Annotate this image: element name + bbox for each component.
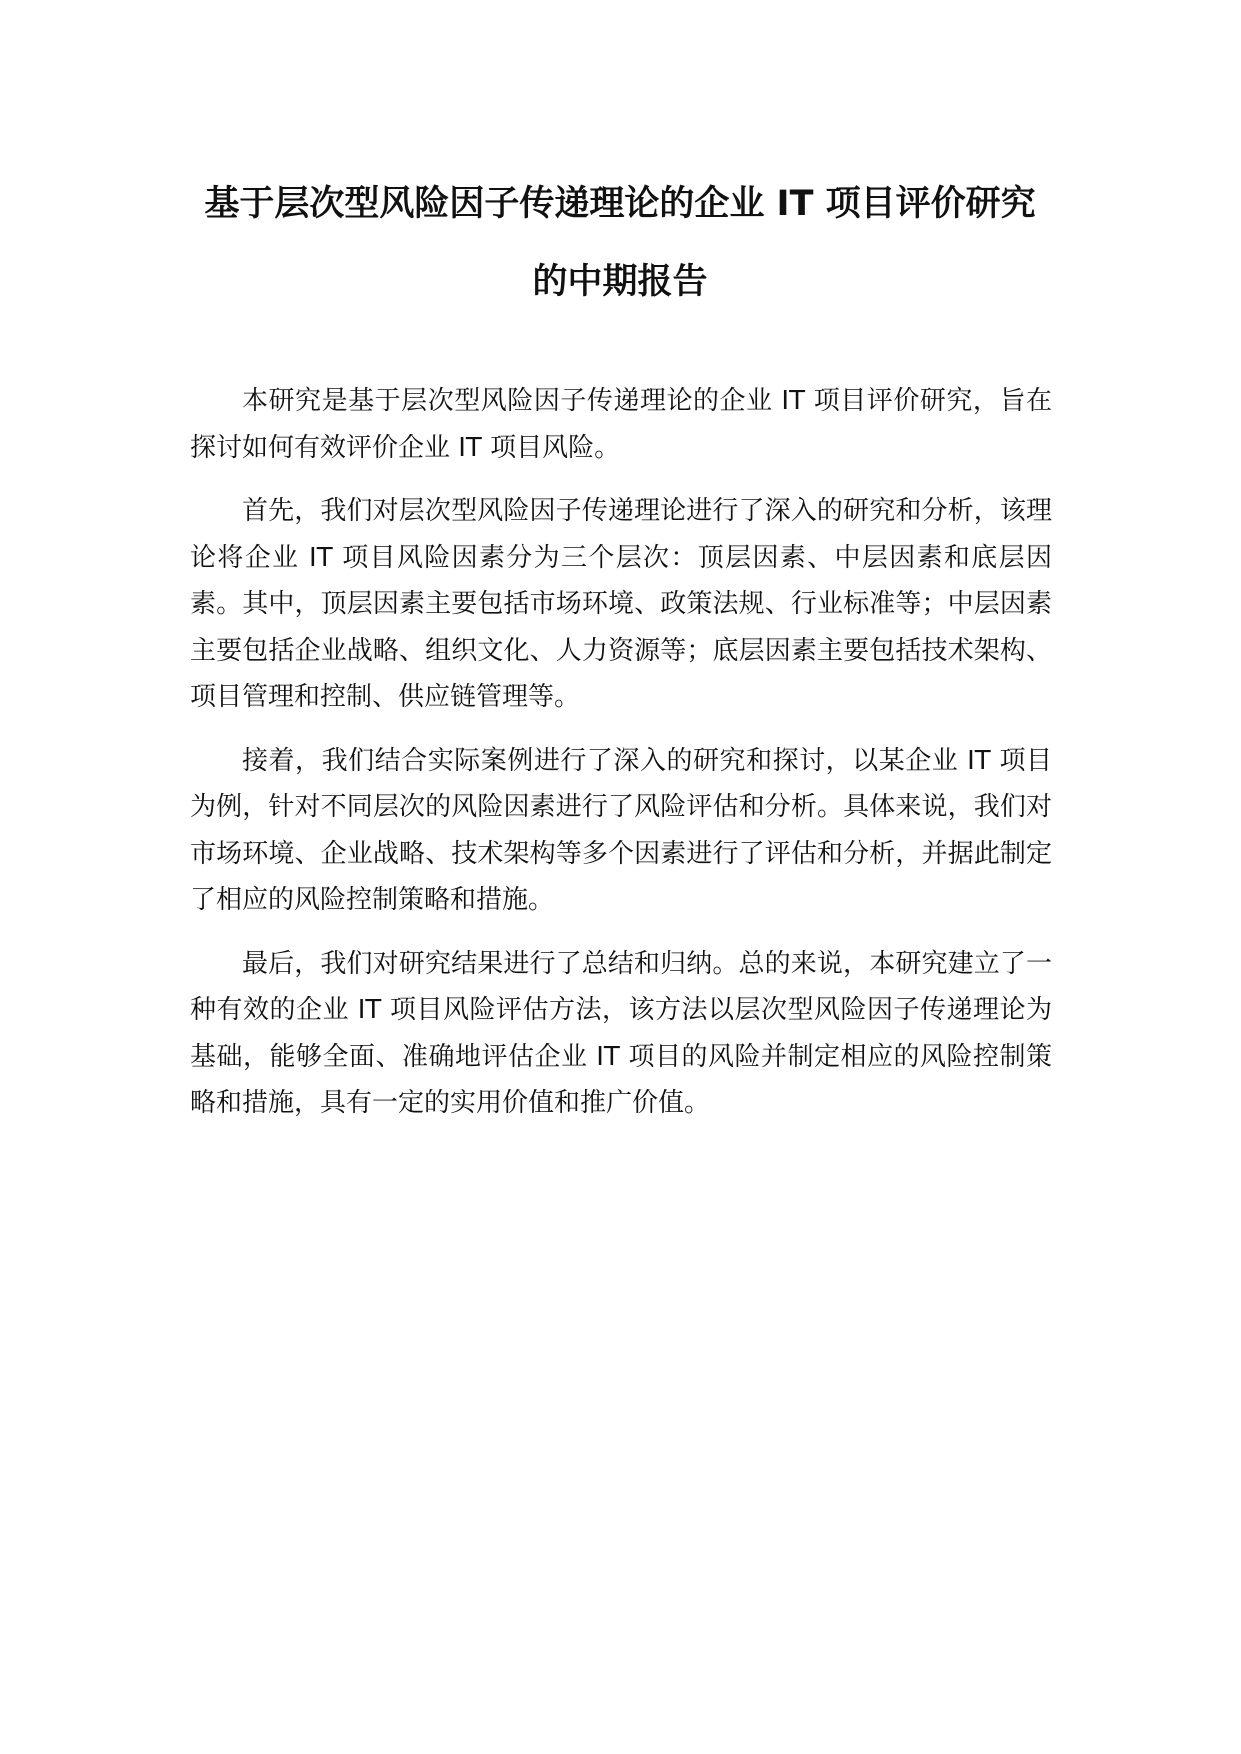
paragraph-case-study: 接着，我们结合实际案例进行了深入的研究和探讨，以某企业 IT 项目为例，针对不同层次的风险因素进行了风险评估和分析。具体来说，我们对市场环境、企业战略、技术架构等多个因素进行了评估和分析，并据此制定了相应的风险控制策略和措施。 [190, 745, 1052, 915]
paragraph-theory: 首先，我们对层次型风险因子传递理论进行了深入的研究和分析，该理论将企业 IT 项目风险因素分为三个层次：顶层因素、中层因素和底层因素。其中，顶层因素主要包括市场环境、政策法规、行业标准等；中层因素主要包括企业战略、组织文化、人力资源等；底层因素主要包括技术架构、项目管理和控制、供应链管理等。 [190, 496, 1052, 712]
document-body [190, 378, 1052, 1144]
paragraph-conclusion: 最后，我们对研究结果进行了总结和归纳。总的来说，本研究建立了一种有效的企业 IT 项目风险评估方法，该方法以层次型风险因子传递理论为基础，能够全面、准确地评估企业 IT 项目的风险并制定相应的风险控制策略和措施，具有一定的实用价值和推广价值。 [190, 948, 1052, 1118]
paragraph-intro: 本研究是基于层次型风险因子传递理论的企业 IT 项目评价研究，旨在探讨如何有效评价企业 IT 项目风险。 [190, 386, 1052, 463]
document-title: 基于层次型风险因子传递理论的企业 IT 项目评价研究的中期报告 [204, 184, 1036, 302]
